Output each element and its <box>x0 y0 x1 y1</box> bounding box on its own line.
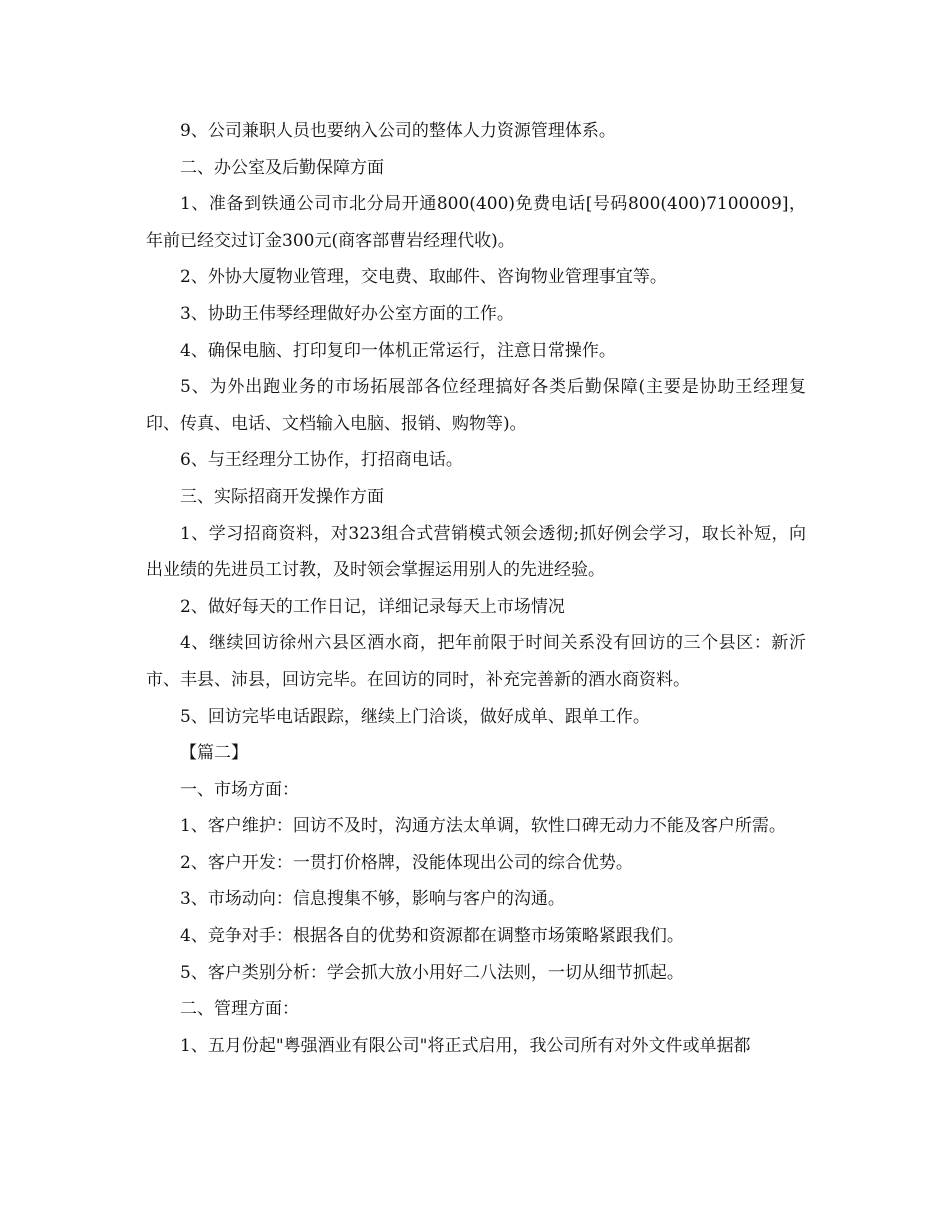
paragraph-item-4-competitors: 4、竞争对手：根据各自的优势和资源都在调整市场策略紧跟我们。 <box>180 926 684 947</box>
document-body <box>146 113 806 1064</box>
paragraph-item-5-followup: 5、回访完毕电话跟踪，继续上门洽谈，做好成单、跟单工作。 <box>180 706 650 727</box>
paragraph-item-6-calls: 6、与王经理分工协作，打招商电话。 <box>180 450 463 471</box>
paragraph-item-3-office-work: 3、协助王伟琴经理做好办公室方面的工作。 <box>180 303 514 324</box>
paragraph-item-2-property: 2、外协大厦物业管理，交电费、取邮件、咨询物业管理事宜等。 <box>180 267 667 288</box>
section-heading-investment: 三、实际招商开发操作方面 <box>180 486 384 507</box>
paragraph-item-4-revisit: 4、继续回访徐州六县区酒水商，把年前限于时间关系没有回访的三个县区：新沂市、丰县、沛县，回访完毕。在回访的同时，补充完善新的酒水商资料。 <box>146 633 806 690</box>
part-heading-two: 【篇二】 <box>180 743 248 764</box>
paragraph-item-3-market-trend: 3、市场动向：信息搜集不够，影响与客户的沟通。 <box>180 889 565 910</box>
paragraph-item-2-diary: 2、做好每天的工作日记，详细记录每天上市场情况 <box>180 596 565 617</box>
paragraph-item-4-equipment: 4、确保电脑、打印复印一体机正常运行，注意日常操作。 <box>180 340 616 361</box>
paragraph-item-1-client-maintenance: 1、客户维护：回访不及时，沟通方法太单调，软性口碑无动力不能及客户所需。 <box>180 816 786 837</box>
paragraph-item-5-logistics: 5、为外出跑业务的市场拓展部各位经理搞好各类后勤保障(主要是协助王经理复印、传真、电话、文档输入电脑、报销、购物等)。 <box>146 377 806 434</box>
section-heading-management: 二、管理方面： <box>180 999 299 1020</box>
section-heading-market: 一、市场方面： <box>180 779 299 800</box>
paragraph-item-2-client-development: 2、客户开发：一贯打价格牌，没能体现出公司的综合优势。 <box>180 852 633 873</box>
paragraph-item-9-hr-system: 9、公司兼职人员也要纳入公司的整体人力资源管理体系。 <box>180 121 616 141</box>
paragraph-item-1-study: 1、学习招商资料，对323组合式营销模式领会透彻;抓好例会学习，取长补短，向出业绩的先进员工讨教，及时领会掌握运用别人的先进经验。 <box>146 523 806 581</box>
paragraph-item-1-company-name: 1、五月份起"粤强酒业有限公司"将正式启用，我公司所有对外文件或单据都 <box>180 1035 751 1056</box>
section-heading-office-logistics: 二、办公室及后勤保障方面 <box>180 157 384 178</box>
paragraph-item-1-phone-line: 1、准备到铁通公司市北分局开通800(400)免费电话[号码800(400)7100009]，年前已经交过订金300元(商客部曹岩经理代收)。 <box>146 194 806 251</box>
paragraph-item-5-client-analysis: 5、客户类别分析：学会抓大放小用好二八法则，一切从细节抓起。 <box>180 962 684 983</box>
